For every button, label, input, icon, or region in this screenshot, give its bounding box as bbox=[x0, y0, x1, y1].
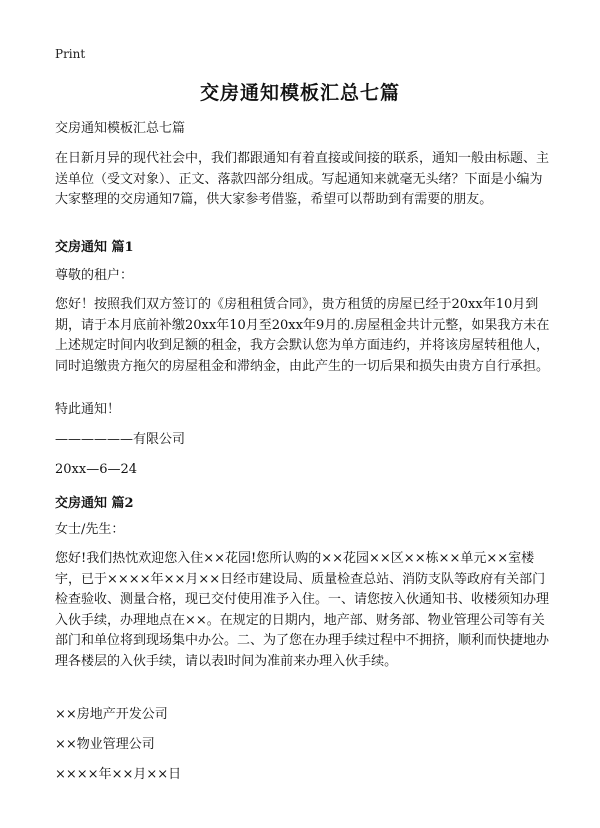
section1-signature: ——————有限公司 bbox=[55, 432, 186, 447]
section1-date: 20xx—6—24 bbox=[55, 462, 138, 477]
page-title: 交房通知模板汇总七篇 bbox=[199, 82, 400, 104]
section2-sign-property: ××物业管理公司 bbox=[55, 737, 155, 752]
section2-salutation: 女士/先生： bbox=[55, 522, 125, 537]
section2-body: 您好!我们热忱欢迎您入住××花园!您所认购的××花园××区××栋××单元××室楼宇，已于××××年××月××日经市建设局、质量检查总站、消防支队等政府有关部门检查验收、测量合格，现已交付使用准予入住。一、请您按入伙通知书、收楼须知办理入伙手续，办理地点在××。在规定的日期内，地产部、财务部、物业管理公司等有关部门和单位将到现场集中办公。二、为了您在办理手续过程中不拥挤，顺利而快捷地办理各楼层的入伙手续，请以表l时间为准前来办理入伙手续。 bbox=[55, 551, 550, 669]
section1-heading: 交房通知 篇1 bbox=[55, 240, 134, 255]
intro-paragraph: 在日新月异的现代社会中，我们都跟通知有着直接或间接的联系，通知一般由标题、主送单位（受文对象）、正文、落款四部分组成。写起通知来就毫无头绪？下面是小编为大家整理的交房通知7篇，供大家参考借鉴，希望可以帮助到有需要的朋友。 bbox=[55, 151, 550, 207]
intro-subtitle: 交房通知模板汇总七篇 bbox=[55, 121, 186, 136]
section1-salutation: 尊敬的租户： bbox=[55, 268, 134, 283]
section2-sign-developer: ××房地产开发公司 bbox=[55, 707, 168, 722]
section2-heading: 交房通知 篇2 bbox=[55, 496, 134, 511]
section1-body: 您好！按照我们双方签订的《房租租赁合同》，贵方租赁的房屋已经于20xx年10月到期，请于本月底前补缴20xx年10月至20xx年9月的.房屋租金共计元整，如果我方未在上述规定时间内收到足额的租金，我方会默认您为单方面违约，并将该房屋转租他人，同时追缴贵方拖欠的房屋租金和滞纳金，由此产生的一切后果和损失由贵方自行承担。 bbox=[55, 297, 550, 374]
print-label: Print bbox=[55, 47, 86, 61]
section1-closing: 特此通知！ bbox=[55, 402, 121, 417]
section2-date: ××××年××月××日 bbox=[55, 767, 182, 782]
